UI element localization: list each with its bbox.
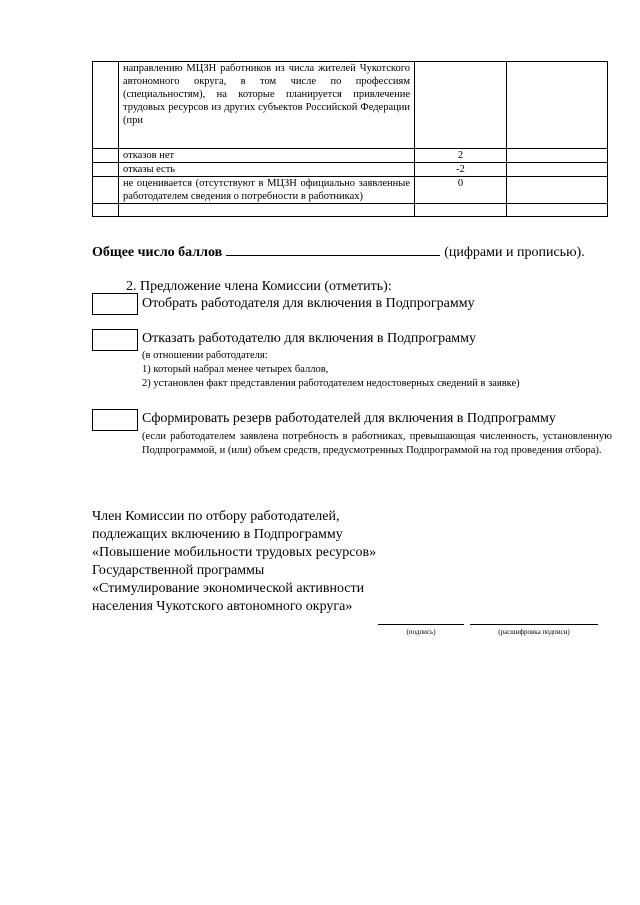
score-cell: -2 bbox=[415, 163, 507, 177]
option-checkbox-select[interactable] bbox=[92, 293, 138, 315]
criterion-text bbox=[119, 204, 415, 217]
table-row bbox=[93, 204, 608, 217]
criterion-text: не оценивается (отсутствуют в МЦЗН официально заявленные работодателем сведения о потребности в работниках) bbox=[119, 177, 415, 204]
option-label-refuse: Отказать работодателю для включения в Подпрограмму bbox=[142, 331, 477, 346]
signature-line[interactable] bbox=[378, 624, 464, 625]
total-score-field[interactable] bbox=[226, 242, 440, 256]
table-row bbox=[93, 163, 608, 177]
table-row bbox=[93, 177, 608, 204]
section-title: 2. Предложение члена Комиссии (отметить): bbox=[126, 279, 392, 294]
score-cell: 0 bbox=[415, 177, 507, 204]
option-note-reserve: (если работодателем заявлена потребность в работниках, превышающая численность, установленную Подпрограммой, и (или) объем средств, предусмотренных Подпрограммой на год проведения отбора). bbox=[142, 431, 612, 456]
signature-label: (подпись) bbox=[406, 628, 436, 636]
option-label-select: Отобрать работодателя для включения в Подпрограмму bbox=[142, 296, 475, 311]
total-score-suffix: (цифрами и прописью). bbox=[444, 245, 585, 260]
total-score-line bbox=[92, 242, 607, 261]
signature-decoding-label: (расшифровка подписи) bbox=[498, 628, 570, 636]
criterion-text: отказы есть bbox=[119, 163, 415, 177]
signature-decoding-line[interactable] bbox=[470, 624, 598, 625]
table-row bbox=[93, 149, 608, 163]
table-row bbox=[93, 62, 608, 149]
criterion-text: направлению МЦЗН работников из числа жителей Чукотского автономного округа, в том числе по профессиям (специальностям), на которые планируется привлечение трудовых ресурсов из других субъектов Российской Федерации (при bbox=[119, 62, 415, 149]
commission-member-title: Член Комиссии по отбору работодателей, подлежащих включению в Подпрограмму «Повышение мобильности трудовых ресурсов» Государственной программы «Стимулирование экономической активности населения Чукотского автономного округа» bbox=[92, 509, 377, 614]
option-label-reserve: Сформировать резерв работодателей для включения в Подпрограмму bbox=[142, 411, 556, 426]
score-cell bbox=[415, 62, 507, 149]
option-note-refuse: (в отношении работодателя: 1) который набрал менее четырех баллов, 2) установлен факт представления работодателем недостоверных сведений в заявке) bbox=[142, 350, 520, 389]
option-checkbox-reserve[interactable] bbox=[92, 409, 138, 431]
total-score-label: Общее число баллов bbox=[92, 245, 223, 260]
criterion-text: отказов нет bbox=[119, 149, 415, 163]
criteria-table bbox=[92, 61, 608, 217]
option-checkbox-refuse[interactable] bbox=[92, 329, 138, 351]
score-cell: 2 bbox=[415, 149, 507, 163]
